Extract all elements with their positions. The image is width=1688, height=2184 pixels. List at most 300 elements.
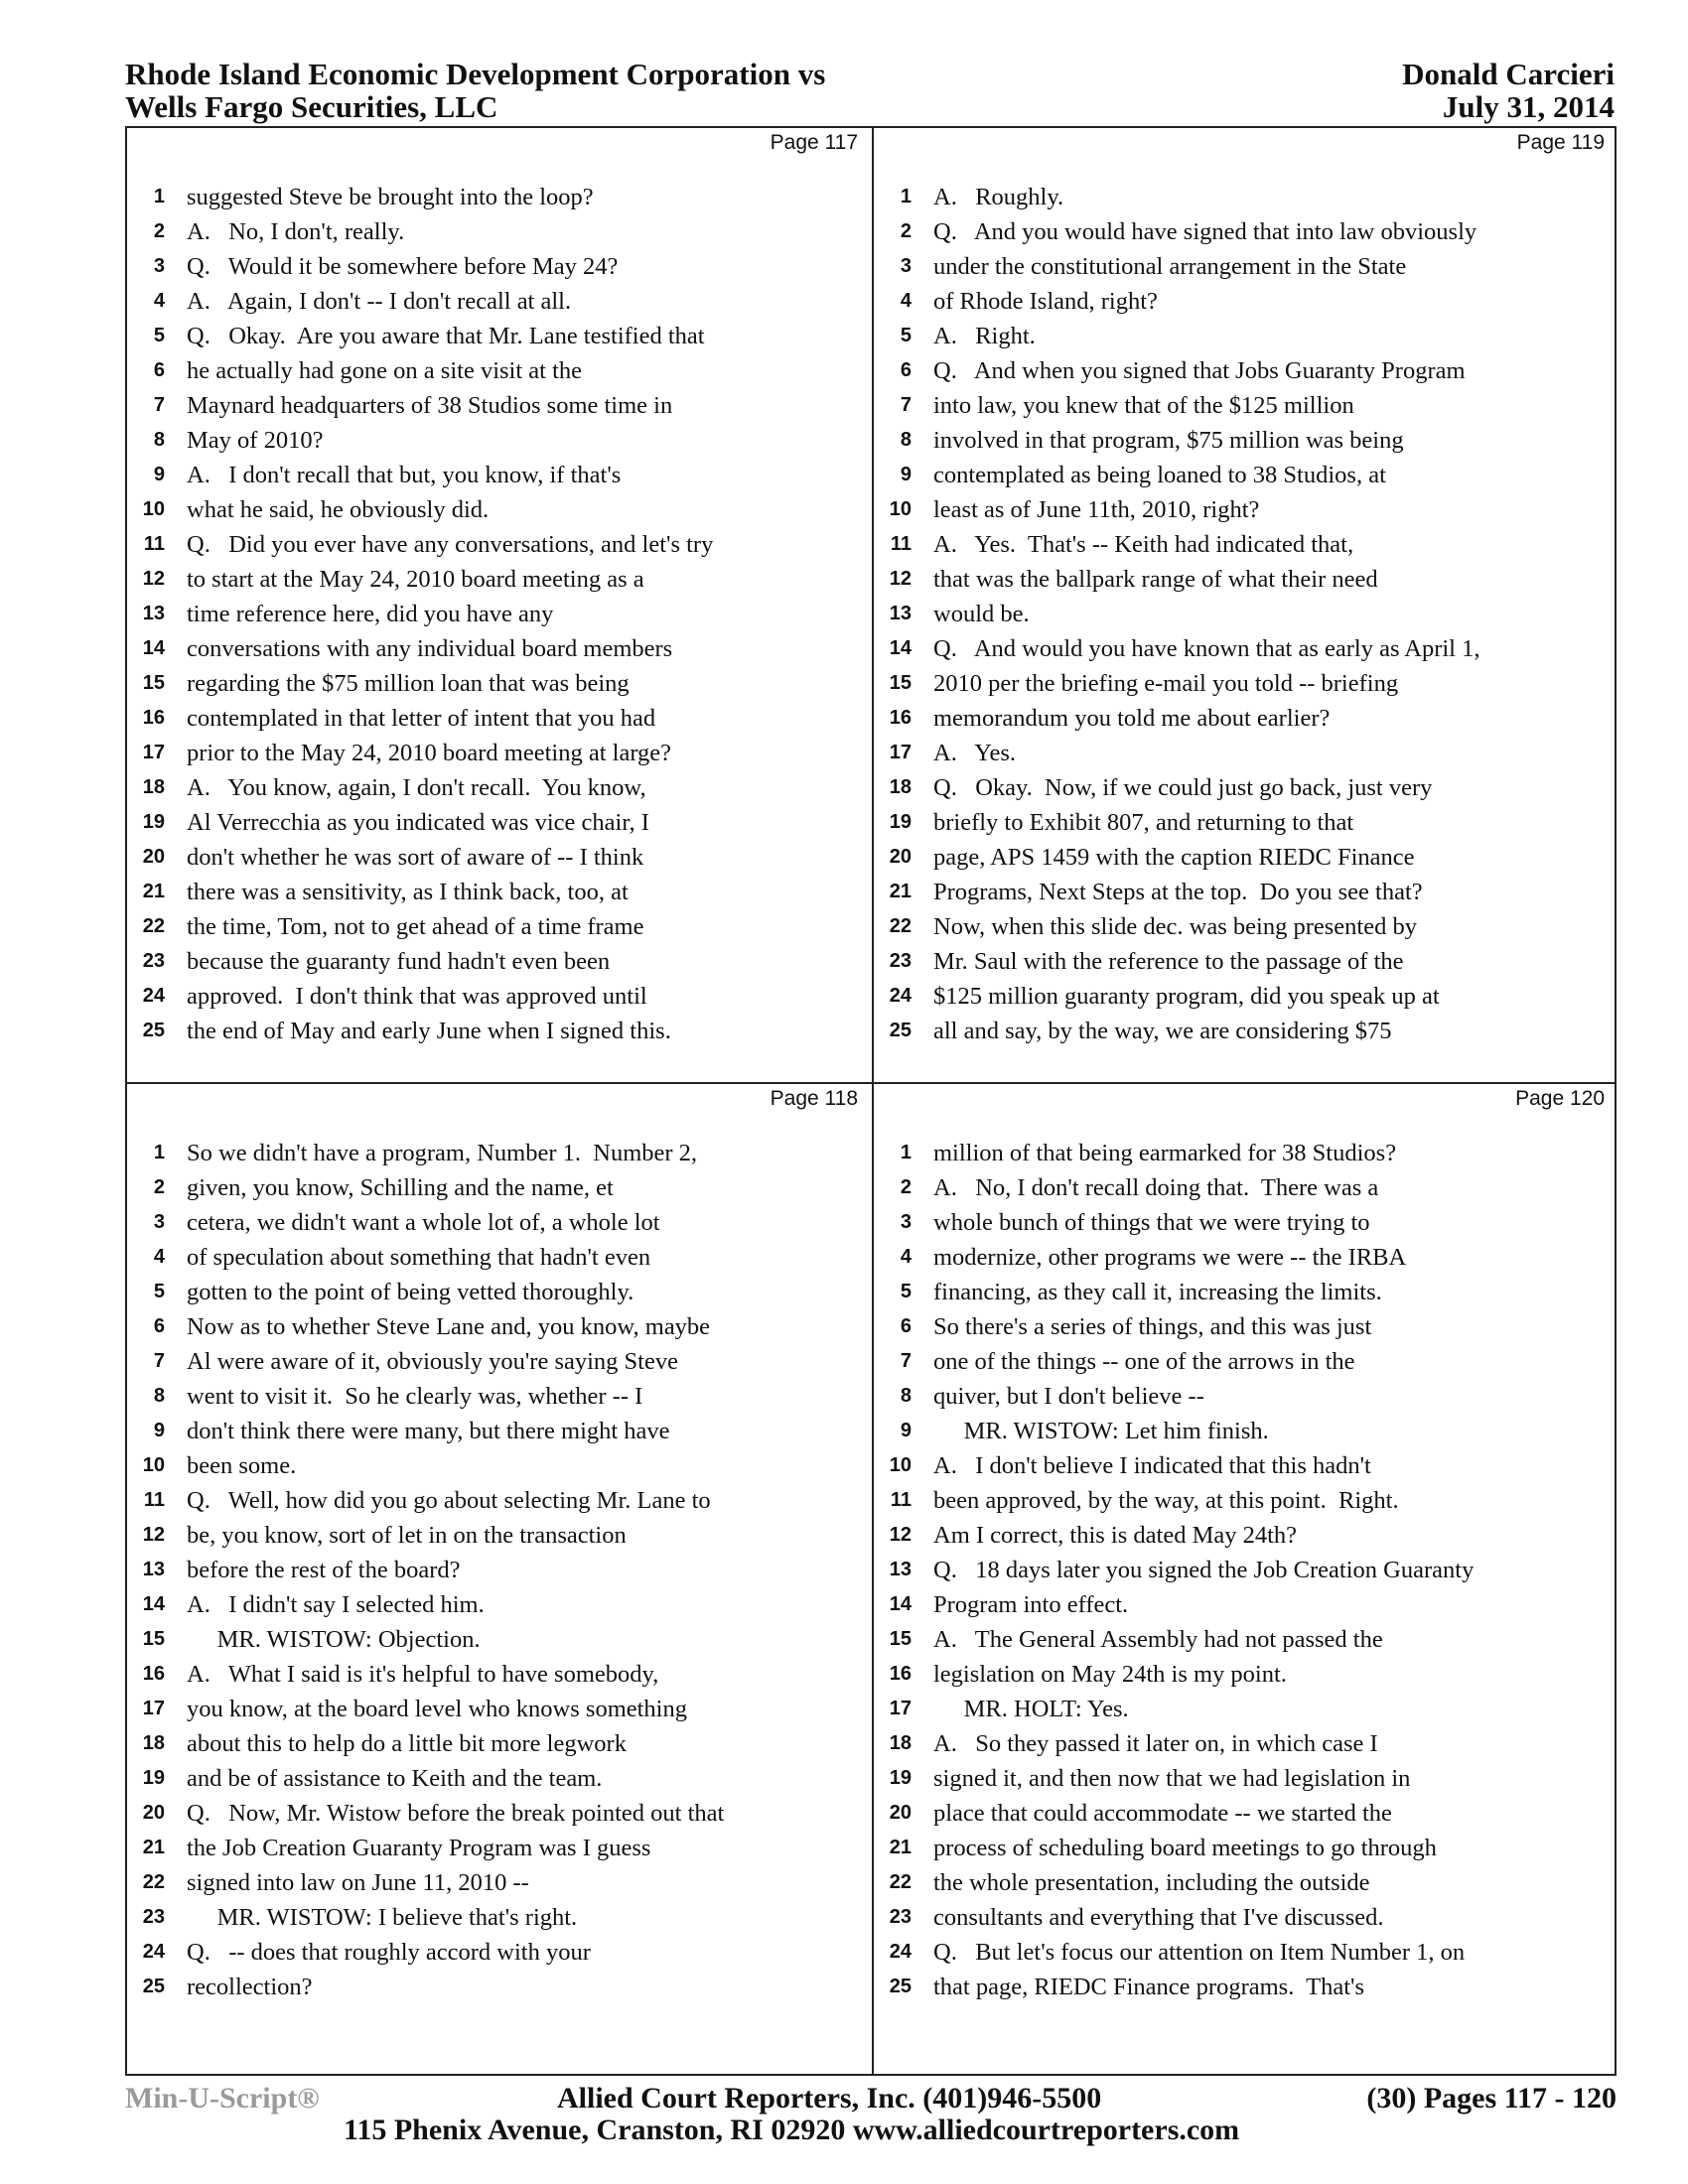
line-text: and be of assistance to Keith and the team. <box>187 1765 603 1792</box>
line-number: 21 <box>142 881 165 902</box>
line-number: 7 <box>153 394 165 416</box>
line-number: 12 <box>142 1524 165 1546</box>
line-number: 21 <box>889 881 912 902</box>
transcript-line <box>127 1448 870 1483</box>
line-text: Al were aware of it, obviously you're saying Steve <box>187 1348 678 1375</box>
line-text: A. Yes. That's -- Keith had indicated that, <box>933 531 1354 558</box>
transcript-line <box>127 1587 870 1622</box>
line-text: regarding the $75 million loan that was being <box>187 670 630 697</box>
line-text: So there's a series of things, and this was just <box>933 1313 1372 1340</box>
transcript-line <box>874 1692 1617 1726</box>
line-number: 7 <box>900 1350 912 1372</box>
line-text: briefly to Exhibit 807, and returning to that <box>933 809 1354 836</box>
case-title-line1: Rhode Island Economic Development Corporation vs <box>125 57 826 91</box>
transcript-line <box>127 1831 870 1865</box>
transcript-line <box>127 1309 870 1344</box>
page-number-label: Page 119 <box>1516 131 1605 154</box>
line-text: don't whether he was sort of aware of -- I think <box>187 844 644 871</box>
transcript-line <box>127 1726 870 1761</box>
transcript-line <box>874 180 1617 214</box>
line-number: 23 <box>889 1906 912 1928</box>
line-text: memorandum you told me about earlier? <box>933 705 1331 732</box>
line-text: Q. Would it be somewhere before May 24? <box>187 253 619 280</box>
transcript-line <box>874 909 1617 944</box>
line-number: 25 <box>142 1020 165 1041</box>
line-text: MR. WISTOW: I believe that's right. <box>187 1904 578 1931</box>
line-text: Now, when this slide dec. was being presented by <box>933 913 1417 940</box>
transcript-line <box>127 214 870 249</box>
line-text: signed into law on June 11, 2010 -- <box>187 1869 529 1896</box>
line-number: 20 <box>889 1802 912 1824</box>
transcript-line <box>127 388 870 423</box>
transcript-line <box>874 1587 1617 1622</box>
line-text: million of that being earmarked for 38 Studios? <box>933 1140 1397 1166</box>
line-text: be, you know, sort of let in on the transaction <box>187 1522 627 1549</box>
line-number: 11 <box>890 1489 912 1511</box>
line-number: 24 <box>142 985 165 1007</box>
line-number: 8 <box>900 1385 912 1407</box>
line-text: Al Verrecchia as you indicated was vice chair, I <box>187 809 649 836</box>
line-number: 15 <box>889 1628 912 1650</box>
transcript-line <box>874 875 1617 909</box>
line-text: Q. And would you have known that as early as April 1, <box>933 635 1480 662</box>
line-text: quiver, but I don't believe -- <box>933 1383 1204 1410</box>
line-number: 23 <box>142 1906 165 1928</box>
line-number: 20 <box>142 846 165 868</box>
line-text: cetera, we didn't want a whole lot of, a whole lot <box>187 1209 660 1236</box>
line-number: 11 <box>143 1489 165 1511</box>
line-text: A. No, I don't recall doing that. There was a <box>933 1174 1379 1201</box>
line-text: So we didn't have a program, Number 1. Number 2, <box>187 1140 698 1166</box>
line-number: 6 <box>900 1315 912 1337</box>
line-text: A. No, I don't, really. <box>187 218 405 245</box>
transcript-line <box>874 1275 1617 1309</box>
line-text: A. I don't recall that but, you know, if that's <box>187 462 622 488</box>
line-number: 14 <box>142 637 165 659</box>
transcript-grid <box>125 126 1617 2076</box>
line-text: Now as to whether Steve Lane and, you know, maybe <box>187 1313 711 1340</box>
line-text: the whole presentation, including the outside <box>933 1869 1370 1896</box>
transcript-line <box>127 1796 870 1831</box>
line-text: consultants and everything that I've discussed. <box>933 1904 1384 1931</box>
line-number: 5 <box>900 325 912 346</box>
line-number: 21 <box>142 1837 165 1858</box>
transcript-line <box>874 388 1617 423</box>
line-text: been approved, by the way, at this point. Right. <box>933 1487 1399 1514</box>
line-number: 12 <box>889 1524 912 1546</box>
line-text: Q. Now, Mr. Wistow before the break pointed out that <box>187 1800 725 1827</box>
case-caption <box>125 58 825 123</box>
page-number-label: Page 120 <box>1515 1087 1605 1110</box>
reporter-info: Allied Court Reporters, Inc. (401)946-5500 <box>557 2082 1102 2115</box>
line-text: A. Yes. <box>933 740 1017 766</box>
transcript-line <box>874 1309 1617 1344</box>
line-text: he actually had gone on a site visit at the <box>187 357 583 384</box>
transcript-line <box>127 875 870 909</box>
line-number: 3 <box>900 1211 912 1233</box>
line-number: 19 <box>142 1767 165 1789</box>
line-number: 5 <box>900 1281 912 1302</box>
case-title-line2: Wells Fargo Securities, LLC <box>125 89 498 124</box>
line-number: 17 <box>889 742 912 763</box>
line-number: 8 <box>153 429 165 451</box>
transcript-line <box>874 701 1617 736</box>
line-text: process of scheduling board meetings to go through <box>933 1835 1437 1861</box>
line-number: 11 <box>890 533 912 555</box>
transcript-line <box>127 1379 870 1414</box>
line-number: 2 <box>900 220 912 242</box>
transcript-line <box>127 249 870 284</box>
line-number: 4 <box>900 290 912 312</box>
line-number: 24 <box>142 1941 165 1963</box>
line-number: 13 <box>889 603 912 624</box>
line-number: 9 <box>900 1420 912 1441</box>
line-text: financing, as they call it, increasing the limits. <box>933 1279 1382 1305</box>
transcript-line <box>127 1553 870 1587</box>
transcript-line <box>874 1170 1617 1205</box>
line-number: 2 <box>153 1176 165 1198</box>
line-text: what he said, he obviously did. <box>187 496 490 523</box>
line-number: 13 <box>889 1559 912 1580</box>
line-number: 16 <box>889 1663 912 1685</box>
line-number: 16 <box>142 707 165 729</box>
line-number: 9 <box>153 1420 165 1441</box>
transcript-line <box>127 909 870 944</box>
line-number: 7 <box>153 1350 165 1372</box>
line-text: Program into effect. <box>933 1591 1129 1618</box>
line-text: MR. HOLT: Yes. <box>933 1696 1129 1722</box>
transcript-line <box>127 770 870 805</box>
transcript-line <box>874 1205 1617 1240</box>
line-number: 25 <box>142 1976 165 1997</box>
page-header <box>125 58 1615 127</box>
line-number: 13 <box>142 1559 165 1580</box>
transcript-line <box>874 1831 1617 1865</box>
line-text: the end of May and early June when I signed this. <box>187 1018 671 1044</box>
transcript-line <box>127 1622 870 1657</box>
transcript-line <box>127 423 870 458</box>
transcript-line <box>874 1518 1617 1553</box>
transcript-line <box>874 1657 1617 1692</box>
line-text: Q. But let's focus our attention on Item Number 1, on <box>933 1939 1466 1966</box>
line-text: MR. WISTOW: Objection. <box>187 1626 481 1653</box>
witness-name: Donald Carcieri <box>1402 57 1615 91</box>
line-number: 4 <box>153 290 165 312</box>
line-number: 17 <box>889 1698 912 1719</box>
transcript-line <box>874 1414 1617 1448</box>
min-u-script-brand: Min-U-Script® <box>125 2082 320 2115</box>
line-number: 16 <box>889 707 912 729</box>
transcript-line <box>874 353 1617 388</box>
line-text: A. What I said is it's helpful to have somebody, <box>187 1661 659 1688</box>
transcript-line <box>874 527 1617 562</box>
transcript-line <box>127 353 870 388</box>
transcript-line <box>874 1726 1617 1761</box>
line-text: Q. Okay. Are you aware that Mr. Lane testified that <box>187 323 705 349</box>
line-number: 20 <box>142 1802 165 1824</box>
transcript-line <box>127 666 870 701</box>
line-text: approved. I don't think that was approved until <box>187 983 647 1010</box>
transcript-page-120 <box>874 1084 1617 2037</box>
line-number: 4 <box>900 1246 912 1268</box>
line-text: you know, at the board level who knows something <box>187 1696 687 1722</box>
line-number: 17 <box>142 1698 165 1719</box>
transcript-lines <box>874 1136 1617 2004</box>
page-footer <box>125 2083 1617 2152</box>
transcript-line <box>127 1657 870 1692</box>
transcript-line <box>874 458 1617 492</box>
transcript-line <box>127 1275 870 1309</box>
transcript-line <box>127 840 870 875</box>
transcript-line <box>127 1014 870 1048</box>
line-text: been some. <box>187 1452 297 1479</box>
line-number: 3 <box>153 1211 165 1233</box>
line-text: Q. And when you signed that Jobs Guaranty Program <box>933 357 1466 384</box>
line-number: 16 <box>142 1663 165 1685</box>
line-number: 22 <box>142 915 165 937</box>
line-number: 5 <box>153 1281 165 1302</box>
line-number: 6 <box>900 359 912 381</box>
transcript-line <box>127 1865 870 1900</box>
line-text: Q. Did you ever have any conversations, and let's try <box>187 531 714 558</box>
line-number: 25 <box>889 1976 912 1997</box>
line-number: 10 <box>142 498 165 520</box>
line-text: Mr. Saul with the reference to the passage of the <box>933 948 1404 975</box>
transcript-line <box>127 1970 870 2004</box>
line-text: into law, you knew that of the $125 million <box>933 392 1354 419</box>
transcript-line <box>874 249 1617 284</box>
line-number: 13 <box>142 603 165 624</box>
line-number: 15 <box>142 1628 165 1650</box>
transcript-line <box>874 1761 1617 1796</box>
transcript-line <box>127 1900 870 1935</box>
line-text: A. The General Assembly had not passed the <box>933 1626 1383 1653</box>
line-text: all and say, by the way, we are considering $75 <box>933 1018 1392 1044</box>
transcript-line <box>874 1136 1617 1170</box>
transcript-line <box>127 1344 870 1379</box>
transcript-line <box>127 492 870 527</box>
line-number: 2 <box>900 1176 912 1198</box>
line-text: under the constitutional arrangement in the State <box>933 253 1407 280</box>
transcript-line <box>874 805 1617 840</box>
transcript-line <box>874 1344 1617 1379</box>
line-text: Maynard headquarters of 38 Studios some time in <box>187 392 673 419</box>
line-text: about this to help do a little bit more legwork <box>187 1730 627 1757</box>
transcript-line <box>874 1900 1617 1935</box>
line-text: time reference here, did you have any <box>187 601 554 627</box>
line-number: 18 <box>142 1732 165 1754</box>
line-text: that was the ballpark range of what their need <box>933 566 1378 593</box>
line-text: that page, RIEDC Finance programs. That's <box>933 1974 1364 2000</box>
line-number: 12 <box>142 568 165 590</box>
line-text: involved in that program, $75 million was being <box>933 427 1404 454</box>
transcript-line <box>127 1205 870 1240</box>
line-text: of speculation about something that hadn't even <box>187 1244 651 1271</box>
line-text: conversations with any individual board members <box>187 635 673 662</box>
line-number: 9 <box>900 464 912 485</box>
transcript-line <box>874 1970 1617 2004</box>
line-text: contemplated as being loaned to 38 Studios, at <box>933 462 1386 488</box>
line-text: one of the things -- one of the arrows in the <box>933 1348 1355 1375</box>
line-number: 21 <box>889 1837 912 1858</box>
transcript-line <box>127 319 870 353</box>
transcript-page-117 <box>127 128 870 1081</box>
transcript-line <box>874 1483 1617 1518</box>
transcript-line <box>874 979 1617 1014</box>
line-number: 25 <box>889 1020 912 1041</box>
transcript-line <box>127 736 870 770</box>
line-text: prior to the May 24, 2010 board meeting at large? <box>187 740 672 766</box>
line-text: suggested Steve be brought into the loop? <box>187 184 594 210</box>
line-text: there was a sensitivity, as I think back, too, at <box>187 879 629 905</box>
transcript-line <box>874 1796 1617 1831</box>
line-text: A. I didn't say I selected him. <box>187 1591 485 1618</box>
line-text: 2010 per the briefing e-mail you told -- briefing <box>933 670 1399 697</box>
line-text: gotten to the point of being vetted thoroughly. <box>187 1279 634 1305</box>
line-number: 22 <box>889 915 912 937</box>
transcript-page-119 <box>874 128 1617 1081</box>
line-number: 3 <box>900 255 912 277</box>
line-number: 1 <box>153 1142 165 1163</box>
transcript-line <box>874 214 1617 249</box>
transcript-line <box>874 1622 1617 1657</box>
line-number: 14 <box>889 1593 912 1615</box>
transcript-line <box>874 319 1617 353</box>
transcript-line <box>874 1935 1617 1970</box>
line-text: before the rest of the board? <box>187 1557 461 1583</box>
transcript-line <box>874 666 1617 701</box>
line-text: Q. And you would have signed that into law obviously <box>933 218 1477 245</box>
transcript-line <box>127 979 870 1014</box>
transcript-line <box>127 805 870 840</box>
line-text: of Rhode Island, right? <box>933 288 1158 315</box>
line-text: MR. WISTOW: Let him finish. <box>933 1418 1269 1444</box>
line-number: 14 <box>889 637 912 659</box>
transcript-line <box>874 1240 1617 1275</box>
line-number: 10 <box>142 1454 165 1476</box>
line-text: $125 million guaranty program, did you speak up at <box>933 983 1440 1010</box>
transcript-line <box>874 1448 1617 1483</box>
transcript-line <box>874 423 1617 458</box>
line-number: 6 <box>153 359 165 381</box>
transcript-line <box>127 1240 870 1275</box>
line-text: to start at the May 24, 2010 board meeting as a <box>187 566 644 593</box>
transcript-line <box>874 492 1617 527</box>
line-number: 8 <box>900 429 912 451</box>
transcript-line <box>874 284 1617 319</box>
page-number-label: Page 118 <box>770 1087 858 1110</box>
line-text: the time, Tom, not to get ahead of a time frame <box>187 913 644 940</box>
transcript-line <box>874 1865 1617 1900</box>
transcript-line <box>874 736 1617 770</box>
line-text: A. Again, I don't -- I don't recall at all. <box>187 288 572 315</box>
line-number: 20 <box>889 846 912 868</box>
line-number: 19 <box>142 811 165 833</box>
transcript-line <box>127 1518 870 1553</box>
line-text: least as of June 11th, 2010, right? <box>933 496 1260 523</box>
line-number: 17 <box>142 742 165 763</box>
line-number: 4 <box>153 1246 165 1268</box>
witness-info <box>1402 58 1615 123</box>
transcript-lines <box>127 1136 870 2004</box>
line-number: 11 <box>143 533 165 555</box>
transcript-line <box>127 527 870 562</box>
line-number: 5 <box>153 325 165 346</box>
line-text: Q. Okay. Now, if we could just go back, just very <box>933 774 1433 801</box>
line-number: 6 <box>153 1315 165 1337</box>
line-text: recollection? <box>187 1974 313 2000</box>
transcript-line <box>874 840 1617 875</box>
line-number: 24 <box>889 985 912 1007</box>
reporter-address: 115 Phenix Avenue, Cranston, RI 02920 www.alliedcourtreporters.com <box>344 2114 1240 2146</box>
line-text: Q. -- does that roughly accord with your <box>187 1939 591 1966</box>
line-number: 23 <box>889 950 912 972</box>
line-text: legislation on May 24th is my point. <box>933 1661 1287 1688</box>
deposition-date: July 31, 2014 <box>1442 89 1615 124</box>
line-text: A. Roughly. <box>933 184 1064 210</box>
transcript-line <box>127 1935 870 1970</box>
line-text: contemplated in that letter of intent that you had <box>187 705 656 732</box>
line-text: signed it, and then now that we had legislation in <box>933 1765 1411 1792</box>
transcript-line <box>874 944 1617 979</box>
transcript-line <box>874 562 1617 597</box>
transcript-line <box>127 1136 870 1170</box>
transcript-line <box>874 1553 1617 1587</box>
line-text: Am I correct, this is dated May 24th? <box>933 1522 1298 1549</box>
transcript-lines <box>874 180 1617 1048</box>
transcript-line <box>127 1483 870 1518</box>
line-text: A. Right. <box>933 323 1036 349</box>
line-text: would be. <box>933 601 1030 627</box>
line-text: don't think there were many, but there might have <box>187 1418 670 1444</box>
line-number: 2 <box>153 220 165 242</box>
line-number: 18 <box>142 776 165 798</box>
line-number: 18 <box>889 776 912 798</box>
transcript-line <box>127 1414 870 1448</box>
line-text: because the guaranty fund hadn't even been <box>187 948 611 975</box>
transcript-line <box>127 944 870 979</box>
line-number: 19 <box>889 811 912 833</box>
transcript-line <box>127 562 870 597</box>
line-number: 22 <box>889 1871 912 1893</box>
line-number: 9 <box>153 464 165 485</box>
line-number: 19 <box>889 1767 912 1789</box>
page-number-label: Page 117 <box>770 131 858 154</box>
line-number: 10 <box>889 1454 912 1476</box>
transcript-line <box>127 284 870 319</box>
transcript-line <box>874 1379 1617 1414</box>
line-text: A. I don't believe I indicated that this hadn't <box>933 1452 1371 1479</box>
line-number: 8 <box>153 1385 165 1407</box>
line-text: A. So they passed it later on, in which case I <box>933 1730 1378 1757</box>
line-text: page, APS 1459 with the caption RIEDC Finance <box>933 844 1415 871</box>
line-number: 1 <box>900 186 912 207</box>
line-text: the Job Creation Guaranty Program was I guess <box>187 1835 651 1861</box>
line-number: 15 <box>889 672 912 694</box>
line-number: 12 <box>889 568 912 590</box>
line-number: 24 <box>889 1941 912 1963</box>
transcript-line <box>127 458 870 492</box>
transcript-line <box>874 597 1617 631</box>
line-text: place that could accommodate -- we started the <box>933 1800 1392 1827</box>
transcript-lines <box>127 180 870 1048</box>
line-number: 22 <box>142 1871 165 1893</box>
line-number: 14 <box>142 1593 165 1615</box>
line-text: Q. 18 days later you signed the Job Creation Guaranty <box>933 1557 1475 1583</box>
line-text: A. You know, again, I don't recall. You know, <box>187 774 646 801</box>
line-number: 23 <box>142 950 165 972</box>
transcript-line <box>127 1170 870 1205</box>
